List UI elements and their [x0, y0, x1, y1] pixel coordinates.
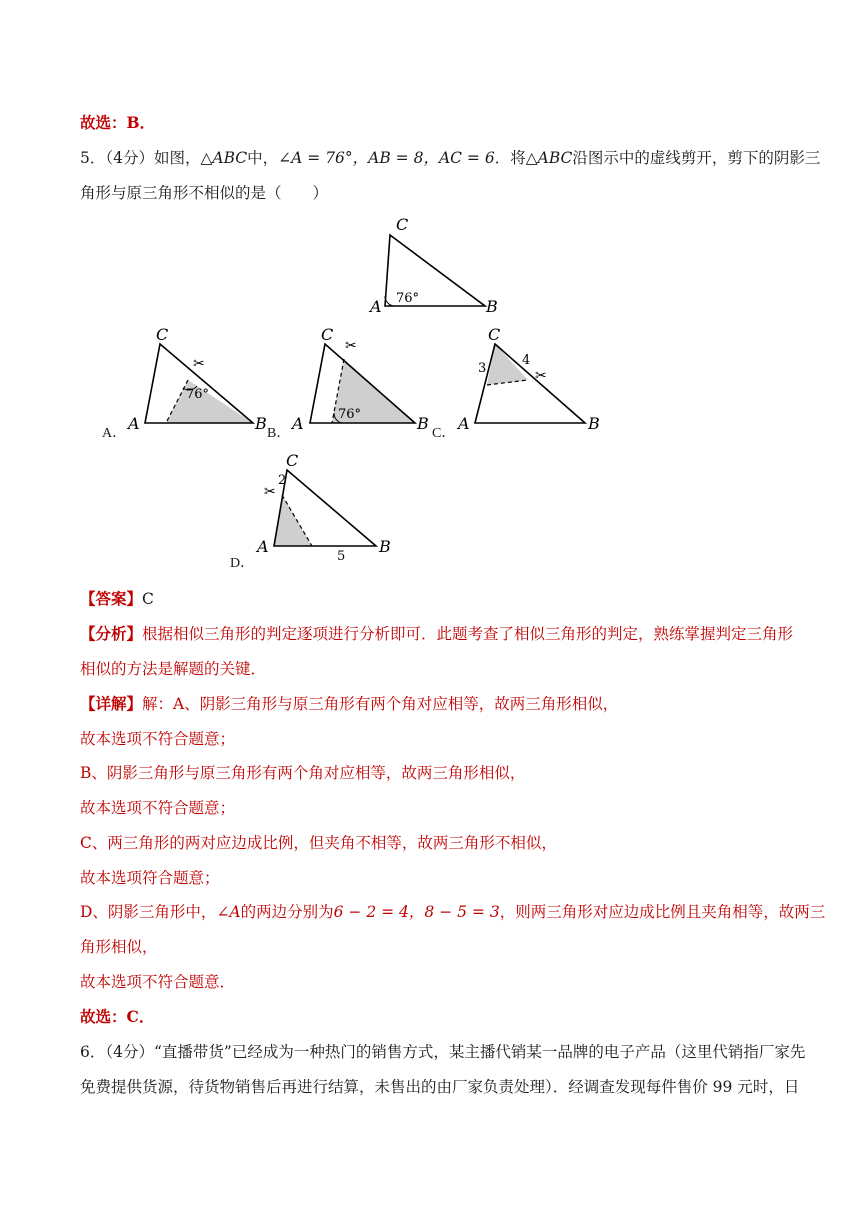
angle-label: 76°	[338, 407, 362, 422]
side-calculation: 6 − 2 = 4，8 − 5 = 3	[333, 903, 500, 921]
q5-stem-text: ．将	[494, 149, 526, 167]
option-a-label: A．	[102, 426, 127, 441]
detail-line2: 故本选项不符合题意；	[80, 730, 236, 748]
vertex-label-b: B	[379, 537, 391, 556]
q5-number: 5．（4分）	[80, 149, 154, 167]
detail-tag: 【详解】	[80, 694, 143, 713]
vertex-label-b: B	[417, 414, 429, 433]
vertex-label-c: C	[396, 215, 409, 234]
scissors-icon: ✂	[193, 356, 205, 372]
vertex-label-a: A	[458, 414, 470, 433]
q5-stem-text: 沿图示中的虚线剪开，剪下的阴影三	[572, 149, 821, 167]
detail-line6: 故本选项符合题意；	[80, 869, 220, 887]
answer-tag: 【答案】	[80, 589, 143, 608]
q5-triangle-symbol: △ABC	[525, 149, 573, 167]
analysis-tag: 【分析】	[80, 624, 143, 643]
vertex-label-c: C	[488, 325, 501, 344]
length-label-4: 4	[522, 353, 531, 368]
detail-line3: B、阴影三角形与原三角形有两个角对应相等，故两三角形相似，	[80, 764, 526, 782]
length-label-3: 3	[478, 361, 487, 376]
option-a-figure	[100, 322, 280, 442]
length-label-2: 2	[278, 473, 287, 488]
q5-triangle-symbol: △ABC	[200, 149, 248, 167]
option-c-label: C．	[432, 426, 456, 441]
scissors-icon: ✂	[535, 368, 547, 384]
vertex-label-c: C	[286, 451, 299, 470]
vertex-label-a: A	[370, 297, 382, 316]
option-c-figure	[440, 322, 620, 442]
vertex-label-b: B	[486, 297, 498, 316]
detail-line1	[80, 693, 618, 715]
detail-line7	[80, 901, 825, 923]
detail-text: D、阴影三角形中，	[80, 903, 217, 921]
main-triangle-figure	[360, 212, 520, 322]
scissors-icon: ✂	[345, 338, 357, 354]
vertex-label-c: C	[321, 325, 334, 344]
detail-text: ，则两三角形对应边成比例且夹角相等，故两三	[499, 903, 826, 921]
option-d-label: D．	[230, 556, 255, 571]
q5-conditions: ∠A = 76°，AB = 8，AC = 6	[278, 149, 495, 167]
analysis-line1	[80, 623, 793, 645]
final-answer: 故选：C．	[80, 1007, 155, 1026]
detail-line5: C、两三角形的两对应边成比例，但夹角不相等，故两三角形不相似，	[80, 834, 557, 852]
q5-stem-line1	[80, 147, 820, 169]
q5-stem-text: 如图，	[153, 149, 201, 167]
option-b-figure	[270, 322, 450, 442]
answer-line	[80, 588, 154, 610]
scissors-icon: ✂	[264, 484, 276, 500]
vertex-label-b: B	[588, 414, 600, 433]
detail-text: 的两边分别为	[240, 903, 334, 921]
q5-stem-line2: 角形与原三角形不相似的是（ ）	[80, 184, 329, 202]
q6-line1: 6．（4分）“直播带货”已经成为一种热门的销售方式，某主播代销某一品牌的电子产品（这里代销指厂家先	[80, 1043, 806, 1061]
vertex-label-a: A	[292, 414, 304, 433]
vertex-label-a: A	[128, 414, 140, 433]
q5-stem-text: 中，	[247, 149, 279, 167]
vertex-label-a: A	[257, 537, 269, 556]
analysis-line2: 相似的方法是解题的关键．	[80, 660, 267, 678]
shaded-triangle	[274, 495, 312, 546]
detail-line8: 角形相似，	[80, 938, 158, 956]
detail-line9: 故本选项不符合题意．	[80, 973, 236, 991]
vertex-label-b: B	[255, 414, 267, 433]
analysis-text: 根据相似三角形的判定逐项进行分析即可．此题考查了相似三角形的判定，熟练掌握判定三角形	[142, 625, 794, 643]
q6-line2: 免费提供货源，待货物销售后再进行结算，未售出的由厂家负责处理）．经调查发现每件售价 99 元时，日	[80, 1078, 800, 1096]
option-d-figure	[230, 450, 410, 570]
angle-label: 76°	[186, 387, 210, 402]
angle-a-symbol: ∠A	[216, 903, 241, 921]
length-label-5: 5	[337, 549, 346, 564]
option-b-label: B．	[267, 426, 291, 441]
angle-label: 76°	[396, 291, 420, 306]
prev-answer: 故选：B．	[80, 113, 156, 132]
vertex-label-c: C	[156, 325, 169, 344]
answer-value: C	[142, 590, 154, 608]
detail-line4: 故本选项不符合题意；	[80, 799, 236, 817]
detail-text: 解：A、阴影三角形与原三角形有两个角对应相等，故两三角形相似，	[142, 695, 619, 713]
